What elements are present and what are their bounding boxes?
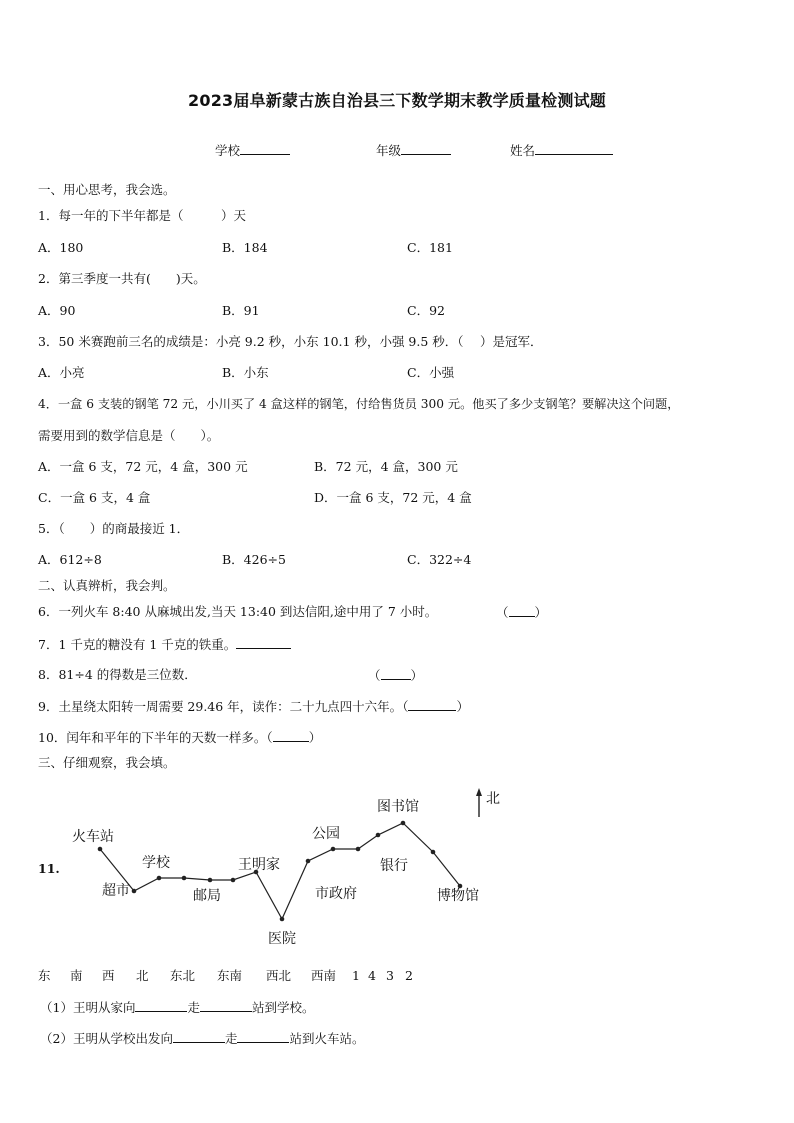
- paren-left: （: [266, 730, 273, 745]
- sub1-text-c: 站到学校。: [251, 1000, 315, 1015]
- label-xuexiao: 学校: [142, 855, 170, 871]
- page-title: 2023届阜新蒙古族自治县三下数学期末教学质量检测试题: [188, 91, 606, 110]
- label-wangmingjia: 王明家: [238, 857, 280, 873]
- question-5-option-c[interactable]: C．322÷4: [407, 552, 472, 567]
- question-5-option-b[interactable]: B．426÷5: [222, 552, 286, 567]
- question-4-option-d[interactable]: D．一盒 6 支，72 元，4 盒: [314, 490, 472, 505]
- answer-blank[interactable]: [408, 698, 456, 711]
- section-heading-2: 二、认真辨析，我会判。: [38, 578, 176, 593]
- word-bank-item: 西北: [266, 968, 292, 983]
- paren-right: ）: [456, 699, 469, 714]
- grade-blank[interactable]: [401, 142, 451, 155]
- question-2-stem: 2．第三季度一共有( )天。: [38, 271, 206, 286]
- question-8-answer[interactable]: [368, 667, 423, 684]
- sub2-text-a: （2）王明从学校出发向: [40, 1031, 173, 1046]
- question-1-option-a[interactable]: A．180: [38, 240, 84, 255]
- answer-blank[interactable]: [509, 604, 535, 617]
- sub1-blank-stops[interactable]: [200, 999, 252, 1012]
- name-blank[interactable]: [535, 142, 613, 155]
- school-label: 学校: [215, 143, 241, 158]
- label-yinhang: 银行: [380, 858, 408, 874]
- paren-right: ）: [308, 730, 322, 745]
- question-2-option-b[interactable]: B．91: [222, 303, 260, 318]
- paren-right: ）: [534, 605, 548, 620]
- word-bank-item: 东: [38, 968, 51, 983]
- question-11-sub-1: [40, 999, 315, 1016]
- word-bank-item: 西: [102, 968, 115, 983]
- paren-left: （: [402, 699, 409, 714]
- label-huochezhan: 火车站: [72, 829, 114, 845]
- question-2-option-c[interactable]: C．92: [407, 303, 445, 318]
- sub2-blank-direction[interactable]: [173, 1030, 225, 1043]
- word-bank: [38, 968, 468, 984]
- section-heading-3: 三、仔细观察，我会填。: [38, 755, 176, 770]
- word-bank-item: 3: [386, 968, 394, 983]
- sub2-text-c: 站到火车站。: [289, 1031, 365, 1046]
- question-3-option-c[interactable]: C．小强: [407, 365, 455, 380]
- question-11-number: 11.: [38, 861, 60, 876]
- label-shizhengfu: 市政府: [315, 886, 357, 902]
- name-field: [510, 142, 613, 159]
- question-10-stem: [38, 729, 321, 746]
- question-4-option-c[interactable]: C．一盒 6 支，4 盒: [38, 490, 151, 505]
- label-chaoshi: 超市: [102, 883, 130, 899]
- question-4-stem-line-2: 需要用到的数学信息是（ ）。: [38, 428, 220, 443]
- question-7-text: 7．1 千克的糖没有 1 千克的铁重。: [38, 637, 237, 652]
- word-bank-item: 2: [405, 968, 413, 983]
- word-bank-item: 东北: [170, 968, 196, 983]
- answer-blank[interactable]: [273, 729, 309, 742]
- question-4-option-b[interactable]: B．72 元，4 盒，300 元: [314, 459, 458, 474]
- question-7-blank[interactable]: [236, 636, 291, 649]
- question-9-text: 9．土星绕太阳转一周需要 29.46 年，读作：二十九点四十六年。: [38, 699, 403, 714]
- north-arrow-icon: [476, 788, 482, 817]
- sub2-text-b: 走: [224, 1031, 238, 1046]
- question-9-stem: [38, 698, 469, 715]
- question-4-option-a[interactable]: A．一盒 6 支，72 元，4 盒，300 元: [38, 459, 248, 474]
- grade-field: [376, 142, 451, 159]
- word-bank-item: 东南: [217, 968, 243, 983]
- word-bank-item: 南: [70, 968, 83, 983]
- question-6-answer[interactable]: [496, 604, 547, 621]
- question-1-option-c[interactable]: C．181: [407, 240, 453, 255]
- question-2-option-a[interactable]: A．90: [38, 303, 76, 318]
- paren-right: ）: [410, 668, 424, 683]
- label-north: 北: [486, 791, 500, 807]
- sub1-blank-direction[interactable]: [135, 999, 187, 1012]
- sub1-text-a: （1）王明从家向: [40, 1000, 136, 1015]
- question-5-option-a[interactable]: A．612÷8: [38, 552, 102, 567]
- question-4-stem-line-1: 4．一盒 6 支装的钢笔 72 元，小川买了 4 盒这样的钢笔，付给售货员 300 元。他买了多少支钢笔？要解决这个问题，: [38, 397, 680, 411]
- label-yiyuan: 医院: [268, 931, 296, 947]
- name-label: 姓名: [510, 143, 536, 158]
- question-3-option-b[interactable]: B．小东: [222, 365, 269, 380]
- label-gongyuan: 公园: [312, 826, 340, 842]
- sub1-text-b: 走: [187, 1000, 200, 1015]
- question-5-stem: 5．（ ）的商最接近 1．: [38, 521, 190, 536]
- word-bank-item: 1: [352, 968, 360, 983]
- label-youju: 邮局: [193, 888, 221, 904]
- paren-left: （: [368, 668, 381, 683]
- route-map: [60, 785, 500, 950]
- word-bank-item: 西南: [311, 968, 337, 983]
- sub2-blank-stops[interactable]: [237, 1030, 289, 1043]
- word-bank-item: 4: [368, 968, 376, 983]
- label-tushuguan: 图书馆: [377, 799, 419, 815]
- question-7-stem: [38, 636, 291, 653]
- paren-left: （: [496, 605, 509, 620]
- word-bank-item: 北: [136, 968, 149, 983]
- school-blank[interactable]: [240, 142, 290, 155]
- question-3-option-a[interactable]: A．小亮: [38, 365, 85, 380]
- question-8-stem: 8．81÷4 的得数是三位数．: [38, 667, 197, 682]
- question-3-stem: 3．50 米赛跑前三名的成绩是：小亮 9.2 秒，小东 10.1 秒，小强 9.5 秒．（ ）是冠军．: [38, 334, 543, 349]
- question-11-sub-2: [40, 1030, 365, 1047]
- label-bowuguan: 博物馆: [437, 888, 479, 904]
- question-1-stem: 1．每一年的下半年都是（ ）天: [38, 208, 246, 223]
- question-10-text: 10．闰年和平年的下半年的天数一样多。: [38, 730, 267, 745]
- question-6-stem: 6．一列火车 8:40 从麻城出发,当天 13:40 到达信阳,途中用了 7 小时。: [38, 604, 438, 619]
- school-field: [215, 142, 290, 159]
- question-1-option-b[interactable]: B．184: [222, 240, 268, 255]
- grade-label: 年级: [376, 143, 402, 158]
- section-heading-1: 一、用心思考，我会选。: [38, 182, 176, 197]
- answer-blank[interactable]: [381, 667, 411, 680]
